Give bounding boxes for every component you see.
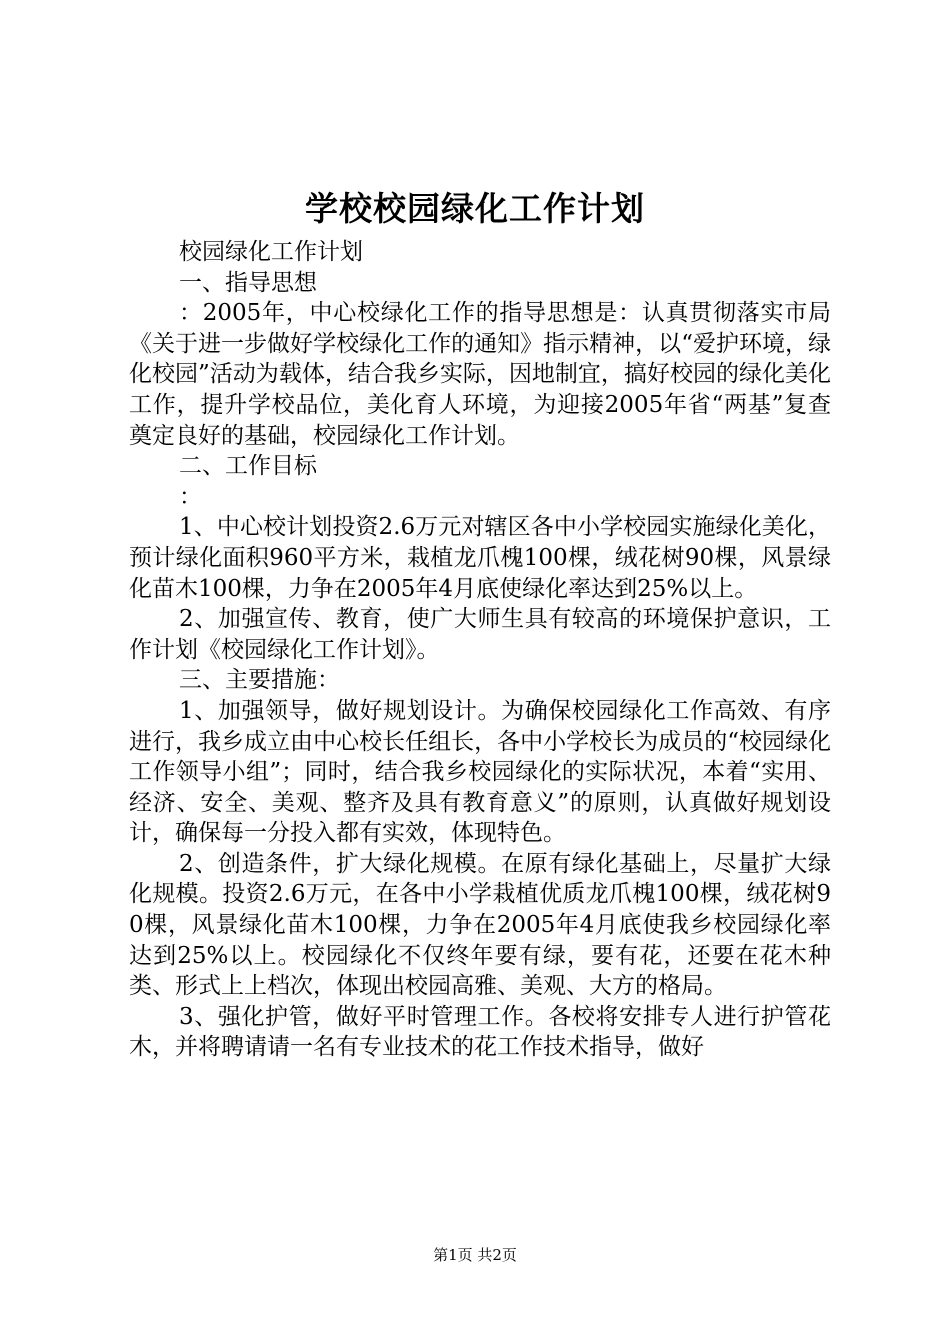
heading-work-goals: 二、工作目标 (179, 453, 317, 480)
heading-guiding-ideology: 一、指导思想 (179, 269, 317, 296)
paragraph-measure-2: 2、创造条件，扩大绿化规模。在原有绿化基础上，尽量扩大绿化规模。投资2.6万元，在各中小学栽植优质龙爪槐100棵，绒花树90棵，风景绿化苗木100棵，力争在2005年4月底使我乡校园绿化率达到25%以上。校园绿化不仅终年要有绿，要有花，还要在花木种类、形式上上档次，体现出校园高雅、美观、大方的格局。 (129, 850, 831, 1000)
document-body (129, 237, 831, 1063)
heading-main-measures: 三、主要措施： (179, 667, 340, 694)
paragraph-colon: ： (179, 483, 202, 510)
paragraph-subtitle: 校园绿化工作计划 (179, 239, 363, 265)
paragraph-measure-3: 3、强化护管，做好平时管理工作。各校将安排专人进行护管花木，并将聘请请一名有专业技术的花工作技术指导，做好 (129, 1003, 831, 1061)
paragraph-goal-2: 2、加强宣传、教育，使广大师生具有较高的环境保护意识，工作计划《校园绿化工作计划》。 (129, 606, 831, 663)
document-title: 学校校园绿化工作计划 (305, 189, 645, 228)
page-footer: 第1页 共2页 (433, 1246, 517, 1264)
paragraph-guiding-ideology: ：2005年，中心校绿化工作的指导思想是：认真贯彻落实市局《关于进一步做好学校绿化工作的通知》指示精神，以“爱护环境，绿化校园”活动为载体，结合我乡实际，因地制宜，搞好校园的绿化美化工作，提升学校品位，美化育人环境，为迎接2005年省“两基”复查奠定良好的基础，校园绿化工作计划。 (129, 300, 831, 449)
paragraph-measure-1: 1、加强领导，做好规划设计。为确保校园绿化工作高效、有序进行，我乡成立由中心校长任组长，各中小学校长为成员的“校园绿化工作领导小组”；同时，结合我乡校园绿化的实际状况，本着“实用、经济、安全、美观、整齐及具有教育意义”的原则，认真做好规划设计，确保每一分投入都有实效，体现特色。 (129, 697, 831, 847)
paragraph-goal-1: 1、中心校计划投资2.6万元对辖区各中小学校园实施绿化美化，预计绿化面积960平方米，栽植龙爪槐100棵，绒花树90棵，风景绿化苗木100棵，力争在2005年4月底使绿化率达到25%以上。 (129, 514, 831, 602)
